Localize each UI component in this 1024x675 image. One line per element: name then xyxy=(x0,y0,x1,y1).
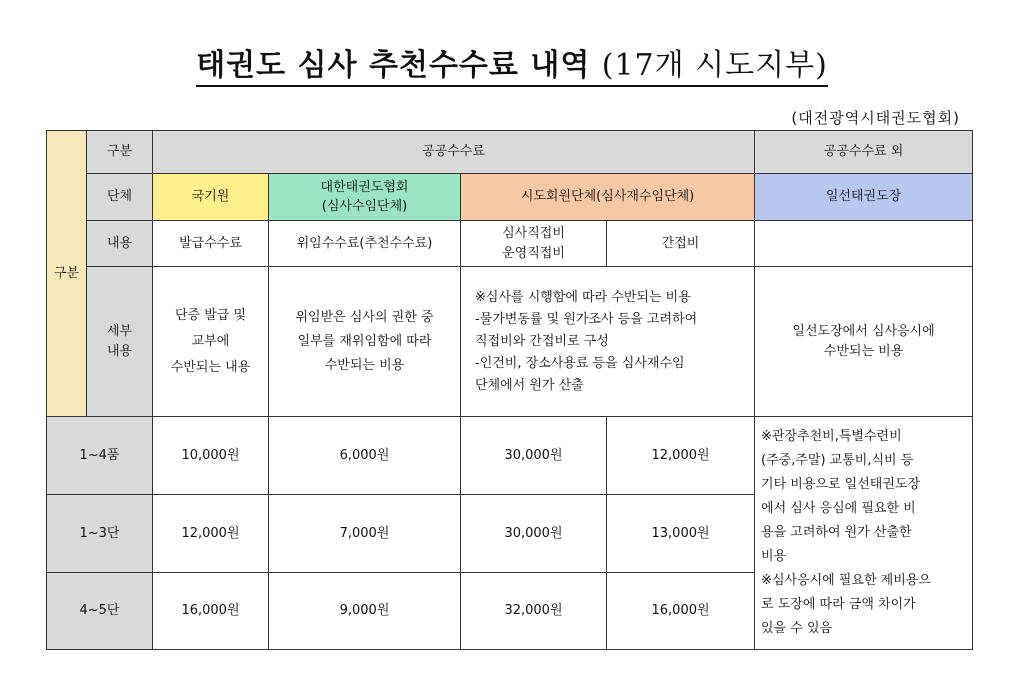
content-kukkiwon: 발급수수료 xyxy=(153,221,269,267)
fee-direct: 30,000원 xyxy=(461,417,607,495)
row-label-content: 내용 xyxy=(87,221,153,267)
outer-category-label: 구분 xyxy=(47,131,87,417)
fee-indirect: 13,000원 xyxy=(607,495,755,572)
fee-kukkiwon: 16,000원 xyxy=(153,572,269,649)
detail-kukkiwon: 단증 발급 및 교부에 수반되는 내용 xyxy=(153,267,269,417)
header-public-fee: 공공수수료 xyxy=(153,131,755,174)
fee-kukkiwon: 10,000원 xyxy=(153,417,269,495)
grade-label: 1~4품 xyxy=(47,417,153,495)
content-kta: 위임수수료(추천수수료) xyxy=(269,221,461,267)
row-label-group: 단체 xyxy=(87,174,153,221)
fee-kta: 9,000원 xyxy=(269,572,461,649)
fee-kta: 6,000원 xyxy=(269,417,461,495)
title-main: 태권도 심사 추천수수료 내역 xyxy=(196,48,591,83)
title-paren: (17개 시도지부) xyxy=(601,48,828,83)
content-indirect-cost: 간접비 xyxy=(607,221,755,267)
fee-direct: 30,000원 xyxy=(461,495,607,572)
group-city-association: 시도회원단체(심사재수임단체) xyxy=(461,174,755,221)
fee-indirect: 12,000원 xyxy=(607,417,755,495)
detail-city-association xyxy=(461,267,755,417)
document-title xyxy=(0,40,1024,84)
dojang-fee-note: ※관장추천비,특별수련비 (주중,주말) 교통비,식비 등 기타 비용으로 일선태권도장 에서 심사 응심에 필요한 비 용을 고려하여 원가 산출한 비용 ※심사응시에 필요한 제비용으 로 도장에 따라 금액 차이가 있을 수 있음 xyxy=(755,417,973,650)
group-local-dojang: 일선태권도장 xyxy=(755,174,973,221)
grade-label: 1~3단 xyxy=(47,495,153,572)
detail-city-text: ※심사를 시행함에 따라 수반되는 비용 -물가변동률 및 원가조사 등을 고려하여 직접비와 간접비로 구성 -인건비, 장소사용료 등을 심사재수임 단체에서 원가 산출 xyxy=(475,289,698,393)
content-direct-cost: 심사직접비 운영직접비 xyxy=(461,221,607,267)
organization-note: (대전광역시태권도협회) xyxy=(791,109,960,127)
header-non-public-fee: 공공수수료 외 xyxy=(755,131,973,174)
row-label-category: 구분 xyxy=(87,131,153,174)
group-kta: 대한태권도협회 (심사수임단체) xyxy=(269,174,461,221)
fee-direct: 32,000원 xyxy=(461,572,607,649)
fee-kta: 7,000원 xyxy=(269,495,461,572)
detail-kta: 위임받은 심사의 권한 중 일부를 재위임함에 따라 수반되는 비용 xyxy=(269,267,461,417)
table-row xyxy=(47,417,973,495)
fee-table xyxy=(46,130,973,650)
fee-kukkiwon: 12,000원 xyxy=(153,495,269,572)
detail-dojang: 일선도장에서 심사응시에 수반되는 비용 xyxy=(755,267,973,417)
row-label-detail: 세부 내용 xyxy=(87,267,153,417)
fee-indirect: 16,000원 xyxy=(607,572,755,649)
content-dojang xyxy=(755,221,973,267)
grade-label: 4~5단 xyxy=(47,572,153,649)
group-kukkiwon: 국기원 xyxy=(153,174,269,221)
